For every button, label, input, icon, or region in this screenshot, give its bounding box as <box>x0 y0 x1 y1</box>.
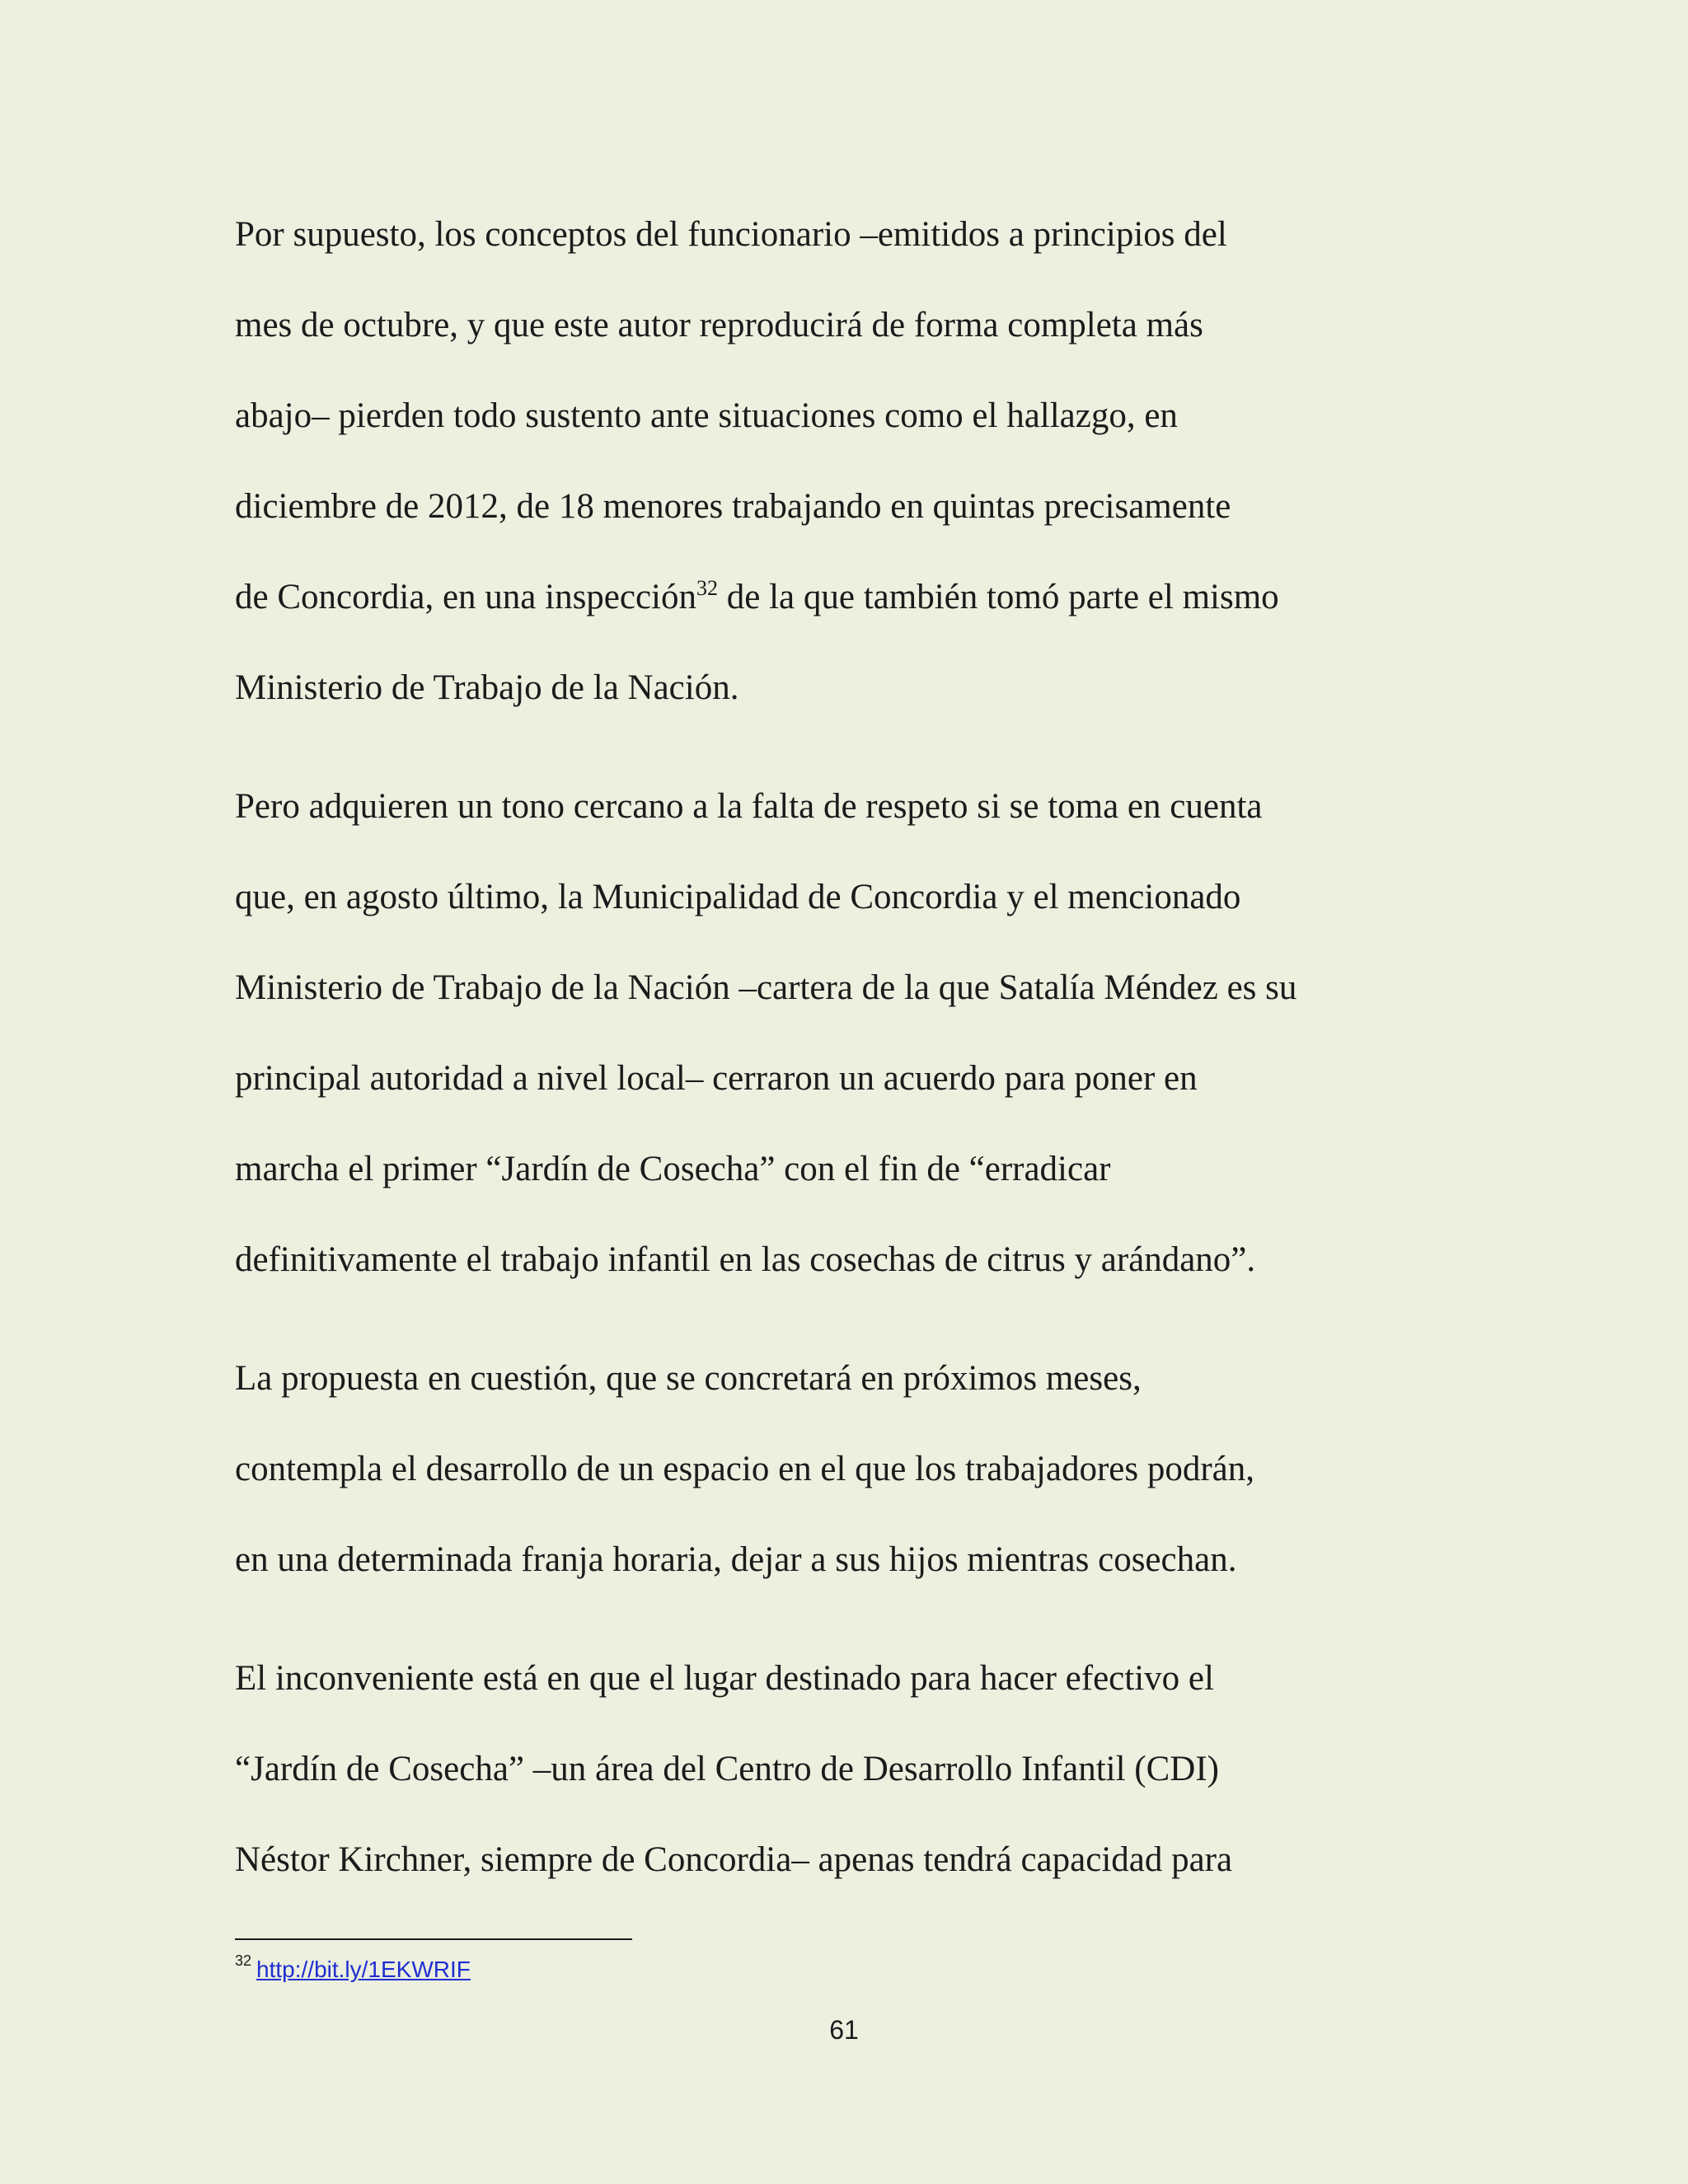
text-line: abajo– pierden todo sustento ante situaciones como el hallazgo, en <box>235 396 1178 435</box>
text-line: Pero adquieren un tono cercano a la falta de respeto si se toma en cuenta <box>235 787 1263 826</box>
text-line: en una determinada franja horaria, dejar a sus hijos mientras cosechan. <box>235 1540 1237 1579</box>
footnote-separator <box>235 1938 632 1940</box>
text-line: que, en agosto último, la Municipalidad de Concordia y el mencionado <box>235 878 1241 916</box>
paragraph-1 <box>235 190 1471 733</box>
footnote <box>235 1953 471 1986</box>
text-line: diciembre de 2012, de 18 menores trabajando en quintas precisamente <box>235 487 1231 526</box>
text-line: “Jardín de Cosecha” –un área del Centro de Desarrollo Infantil (CDI) <box>235 1750 1219 1788</box>
text-line: Por supuesto, los conceptos del funcionario –emitidos a principios del <box>235 215 1227 254</box>
paragraph-2 <box>235 762 1471 1305</box>
paragraph-4 <box>235 1633 1471 1905</box>
text-line: contempla el desarrollo de un espacio en el que los trabajadores podrán, <box>235 1450 1254 1488</box>
text-line-with-footnote-ref <box>235 552 1471 643</box>
footnote-reference: 32 <box>696 576 719 600</box>
paragraph-3 <box>235 1333 1471 1605</box>
text-line: Ministerio de Trabajo de la Nación. <box>235 668 739 707</box>
text-line: Néstor Kirchner, siempre de Concordia– apenas tendrá capacidad para <box>235 1840 1233 1879</box>
footnote-link[interactable]: http://bit.ly/1EKWRIF <box>256 1957 471 1982</box>
text-line: Ministerio de Trabajo de la Nación –cartera de la que Satalía Méndez es su <box>235 968 1297 1007</box>
text-line: principal autoridad a nivel local– cerraron un acuerdo para poner en <box>235 1059 1198 1098</box>
text-segment: de Concordia, en una inspección <box>235 578 697 616</box>
text-line: mes de octubre, y que este autor reproducirá de forma completa más <box>235 306 1203 344</box>
document-body <box>235 190 1471 1933</box>
text-line: La propuesta en cuestión, que se concretará en próximos meses, <box>235 1359 1142 1398</box>
page-number: 61 <box>829 2015 859 2045</box>
text-line: El inconveniente está en que el lugar destinado para hacer efectivo el <box>235 1659 1214 1698</box>
text-segment: de la que también tomó parte el mismo <box>718 578 1279 616</box>
text-line: definitivamente el trabajo infantil en las cosechas de citrus y arándano”. <box>235 1240 1256 1279</box>
footnote-number: 32 <box>235 1952 252 1969</box>
text-line: marcha el primer “Jardín de Cosecha” con el fin de “erradicar <box>235 1150 1111 1188</box>
